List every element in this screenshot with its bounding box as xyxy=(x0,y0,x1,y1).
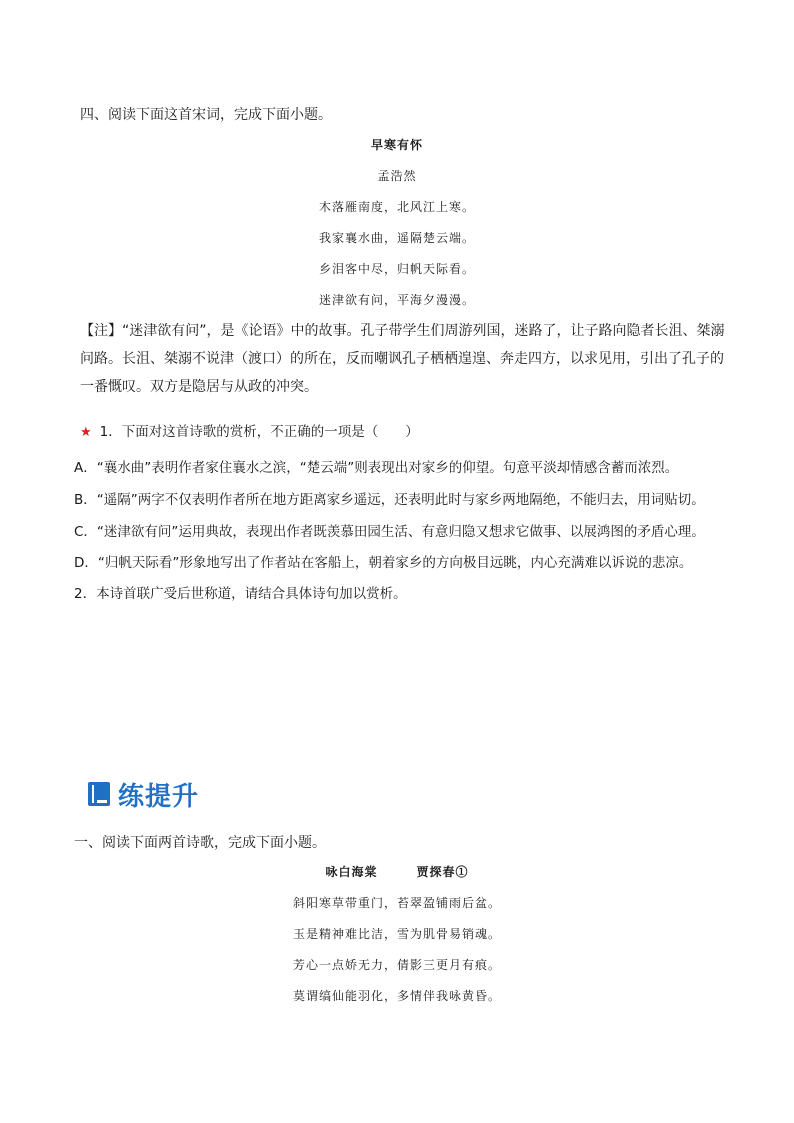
option-b: B．“遥隔”两字不仅表明作者所在地方距离家乡遥远，还表明此时与家乡两地隔绝，不能归去，用词贴切。 xyxy=(74,492,705,508)
poem-title: 早寒有怀 xyxy=(370,138,423,152)
option-a: A．“襄水曲”表明作者家住襄水之滨，“楚云端”则表现出对家乡的仰望。句意平淡却情感含蓄而浓烈。 xyxy=(74,460,679,476)
poem-line: 乡泪客中尽，归帆天际看。 xyxy=(318,262,475,276)
poem-author: 孟浩然 xyxy=(377,169,417,183)
option-d: D．“归帆天际看”形象地写出了作者站在客船上，朝着家乡的方向极目远眺，内心充满难以诉说的悲凉。 xyxy=(74,555,693,571)
question-1-text: 1．下面对这首诗歌的赏析，不正确的一项是（ ） xyxy=(99,424,419,440)
section-intro: 一、阅读下面两首诗歌，完成下面小题。 xyxy=(74,835,326,851)
star-icon: ★ xyxy=(80,425,92,440)
practice-heading-text: 练提升 xyxy=(118,781,200,812)
poem-line: 迷津欲有问，平海夕漫漫。 xyxy=(318,293,475,307)
poem-line: 芳心一点娇无力，倩影三更月有痕。 xyxy=(292,958,501,972)
book-icon xyxy=(88,782,110,806)
poem-line: 木落雁南度，北风江上寒。 xyxy=(318,200,475,214)
question-1 xyxy=(80,420,419,440)
poem-note: 【注】“迷津欲有问”，是《论语》中的故事。孔子带学生们周游列国，迷路了，让子路向隐者长沮、桀溺问路。长沮、桀溺不说津（渡口）的所在，反而嘲讽孔子栖栖遑遑、奔走四方，以求见用，引出了孔子的一番慨叹。双方是隐居与从政的冲突。 xyxy=(80,323,725,395)
poem-line: 莫谓缟仙能羽化，多情伴我咏黄昏。 xyxy=(292,989,501,1003)
poem-title: 咏白海棠 贾探春① xyxy=(325,865,469,879)
poem-line: 玉是精神难比洁，雪为肌骨易销魂。 xyxy=(292,927,501,941)
practice-heading xyxy=(88,778,199,810)
section-intro: 四、阅读下面这首宋词，完成下面小题。 xyxy=(80,107,332,123)
poem-line: 斜阳寒草带重门，苔翠盈铺雨后盆。 xyxy=(292,896,501,910)
question-2: 2．本诗首联广受后世称道，请结合具体诗句加以赏析。 xyxy=(74,586,407,602)
poem-line: 我家襄水曲，遥隔楚云端。 xyxy=(318,231,475,245)
option-c: C．“迷津欲有问”运用典故，表现出作者既羡慕田园生活、有意归隐又想求它做事、以展鸿图的矛盾心理。 xyxy=(74,524,705,540)
